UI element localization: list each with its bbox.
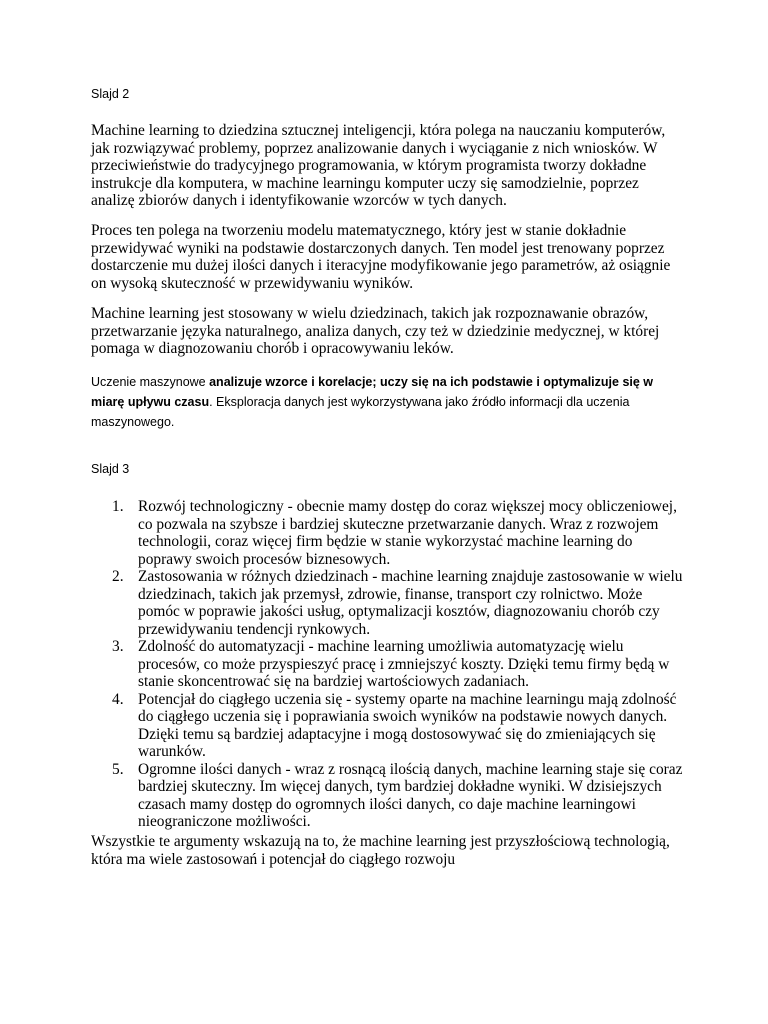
paragraph-applications: Machine learning jest stosowany w wielu dziedzinach, takich jak rozpoznawanie obrazów, przetwarzanie języka naturalnego, analiza danych, czy też w dziedzinie medycznej, w której pomaga w diagnozowaniu chorób i opracowywaniu leków. xyxy=(91,305,660,357)
slide-2-heading: Slajd 2 xyxy=(91,87,130,101)
list-item-text: Potencjał do ciągłego uczenia się - systemy oparte na machine learningu mają zdolność do ciągłego uczenia się i poprawiania swoich wyników na podstawie nowych danych. Dzięki temu są bardziej adaptacyjne i mogą dostosowywać się do zmieniających się warunków. xyxy=(138,690,677,760)
list-item xyxy=(108,498,684,568)
list-item-number: 5. xyxy=(112,760,124,778)
slide-3-heading: Slajd 3 xyxy=(91,462,130,476)
paragraph-process: Proces ten polega na tworzeniu modelu matematycznego, który jest w stanie dokładnie przewidywać wyniki na podstawie dostarczonych danych. Ten model jest trenowany poprzez dostarczenie mu dużej ilości danych i iteracyjne modyfikowanie jego parametrów, aż osiągnie on wysoką skuteczność w przewidywaniu wyników. xyxy=(91,222,671,292)
summary-text-end: . Eksploracja danych jest wykorzystywana jako źródło informacji dla uczenia maszynowego. xyxy=(91,395,630,429)
list-item xyxy=(108,691,684,761)
list-item-text: Zastosowania w różnych dziedzinach - machine learning znajduje zastosowanie w wielu dziedzinach, takich jak przemysł, zdrowie, finanse, transport czy rolnictwo. Może pomóc w poprawie jakości usług, optymalizacji kosztów, diagnozowaniu chorób czy przewidywaniu tendencji rynkowych. xyxy=(138,568,683,638)
list-item xyxy=(108,638,684,691)
list-item-text: Ogromne ilości danych - wraz z rosnącą ilością danych, machine learning staje się coraz bardziej skuteczny. Im więcej danych, tym bardziej dokładne wyniki. W dzisiejszych czasach mamy dostęp do ogromnych ilości danych, co daje machine learningowi nieograniczone możliwości. xyxy=(138,760,683,830)
list-item-text: Zdolność do automatyzacji - machine learning umożliwia automatyzację wielu procesów, co może przyspieszyć pracę i zmniejszyć koszty. Dzięki temu firmy będą w stanie skoncentrować się na bardziej wartościowych zadaniach. xyxy=(138,638,670,690)
list-item xyxy=(108,568,684,638)
list-item-number: 4. xyxy=(112,690,124,708)
arguments-list xyxy=(108,498,684,831)
list-item-text: Rozwój technologiczny - obecnie mamy dostęp do coraz większej mocy obliczeniowej, co pozwala na szybsze i bardziej skuteczne przetwarzanie danych. Wraz z rozwojem technologii, coraz więcej firm będzie w stanie wykorzystać machine learning do poprawy swoich procesów biznesowych. xyxy=(138,498,677,568)
paragraph-summary xyxy=(91,372,686,432)
list-item-number: 1. xyxy=(112,498,124,515)
list-item-number: 3. xyxy=(112,638,124,655)
summary-text-start: Uczenie maszynowe xyxy=(91,375,210,389)
list-item-number: 2. xyxy=(112,568,124,585)
list-item xyxy=(108,761,684,831)
paragraph-conclusion: Wszystkie te argumenty wskazują na to, że machine learning jest przyszłościową technologią, która ma wiele zastosowań i potencjał do ciągłego rozwoju xyxy=(91,833,670,868)
summary-text-bold: analizuje wzorce i korelacje; uczy się na ich podstawie i optymalizuje się w miarę upływu czasu xyxy=(91,375,654,409)
paragraph-definition: Machine learning to dziedzina sztucznej inteligencji, która polega na nauczaniu komputerów, jak rozwiązywać problemy, poprzez analizowanie danych i wyciąganie z nich wniosków. W przeciwieństwie do tradycyjnego programowania, w którym programista tworzy dokładne instrukcje dla komputera, w machine learningu komputer uczy się samodzielnie, poprzez analizę zbiorów danych i identyfikowanie wzorców w tych danych. xyxy=(91,122,666,209)
